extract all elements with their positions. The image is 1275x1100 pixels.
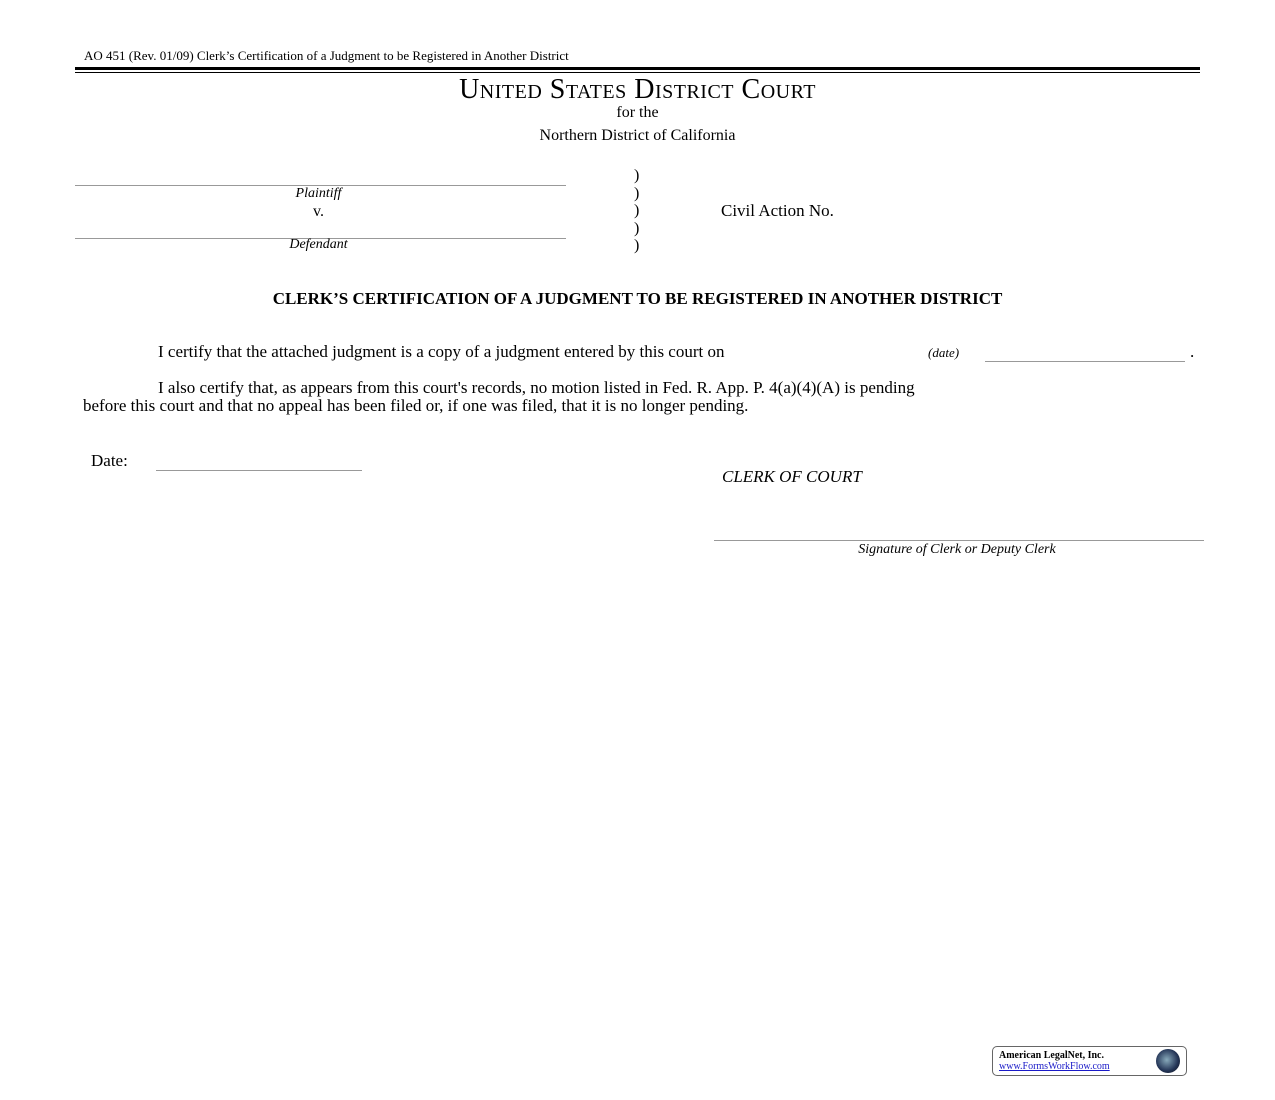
plaintiff-label: Plaintiff bbox=[295, 186, 342, 201]
paren: ) bbox=[634, 219, 640, 237]
logo-url-link[interactable]: www.FormsWorkFlow.com bbox=[999, 1061, 1110, 1072]
clerk-signature-field[interactable] bbox=[714, 520, 1204, 541]
civil-action-number-field[interactable] bbox=[885, 198, 1089, 218]
date-field-label: Date: bbox=[91, 451, 128, 470]
form-id-header: AO 451 (Rev. 01/09) Clerk’s Certification of a Judgment to be Registered in Another District bbox=[84, 48, 569, 63]
logo-company: American LegalNet, Inc. bbox=[999, 1050, 1104, 1061]
paren: ) bbox=[634, 184, 640, 202]
civil-action-label: Civil Action No. bbox=[721, 201, 834, 220]
header-rule-thick bbox=[75, 67, 1200, 70]
date-label: (date) bbox=[928, 345, 960, 360]
signature-caption: Signature of Clerk or Deputy Clerk bbox=[858, 542, 1056, 557]
clerk-of-court: CLERK OF COURT bbox=[722, 467, 862, 486]
american-legalnet-logo[interactable] bbox=[992, 1046, 1187, 1076]
plaintiff-field[interactable] bbox=[75, 165, 566, 186]
defendant-label: Defendant bbox=[289, 237, 348, 252]
signature-date-field[interactable] bbox=[156, 450, 362, 471]
header-rule-thin bbox=[75, 72, 1200, 73]
paren: ) bbox=[634, 167, 640, 184]
period: . bbox=[1190, 342, 1195, 361]
paragraph2-line1: I also certify that, as appears from this court's records, no motion listed in Fed. R. App. P. 4(a)(4)(A) is pending bbox=[158, 378, 915, 397]
defendant-field[interactable] bbox=[75, 218, 566, 239]
caption-parens bbox=[634, 167, 639, 255]
globe-icon bbox=[1156, 1049, 1180, 1073]
paren: ) bbox=[634, 202, 640, 219]
judgment-date-field[interactable] bbox=[985, 341, 1185, 362]
for-the: for the bbox=[616, 104, 659, 121]
paragraph2-line2: before this court and that no appeal has been filed or, if one was filed, that it is no longer pending. bbox=[83, 396, 749, 415]
court-name: United States District Court bbox=[459, 74, 816, 105]
district-name: Northern District of California bbox=[539, 127, 736, 144]
paren: ) bbox=[634, 237, 640, 254]
document-title: CLERK’S CERTIFICATION OF A JUDGMENT TO BE REGISTERED IN ANOTHER DISTRICT bbox=[272, 289, 1003, 308]
versus: v. bbox=[313, 203, 324, 220]
certify-text: I certify that the attached judgment is a copy of a judgment entered by this court on bbox=[158, 342, 725, 361]
